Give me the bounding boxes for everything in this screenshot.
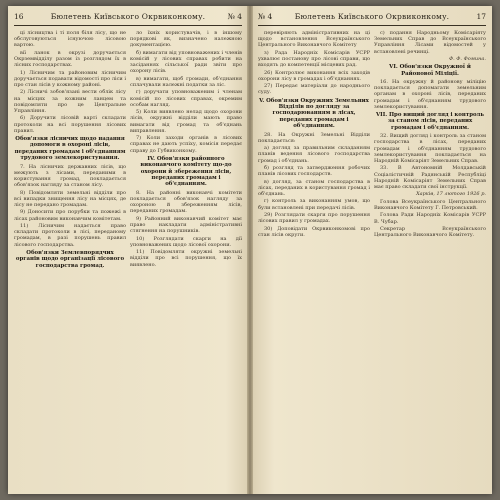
paragraph: 30) Доповідати Окрвиконкомові про стан лісів округи. bbox=[258, 225, 370, 238]
header-rule bbox=[258, 25, 486, 26]
paragraph: перевіряють адміністративних на ці щодо встановлення Всеукраїнського Центрального Виконавчого Комітету bbox=[258, 30, 370, 49]
paragraph: 8) Повідомляти земельні відділи про всі випадки знищення лісу на місцях, де лісу не передано громадам. bbox=[14, 189, 126, 209]
paragraph: 9) Доносити про порубки та пожежі в лісах районовим виконавчим комітетам. bbox=[14, 209, 126, 222]
paragraph: 11) Лісничим надається право складати протоколи в лісі, переданому громадам, в разі порушень правил лісового господарства. bbox=[14, 223, 126, 248]
left-column-1 bbox=[14, 30, 126, 271]
section-heading: VII. Про вищий догляд і контроль за станом лісів, переданих громадам і об'єднанням. bbox=[375, 112, 485, 131]
paragraph: ці лісництва і ті поля біля лісу, що не обслуговуються існуючою лісовою вартою. bbox=[14, 30, 126, 49]
header-rule bbox=[14, 25, 242, 26]
page-number: 16 bbox=[14, 12, 24, 21]
paragraph: б) вимагати від уповноважених і членів комісій у лісових справах робити на засіданнях сільської ради звіти про охорону лісів. bbox=[130, 49, 242, 75]
section-heading: Обов'язки лісничих щодо надання допомоги в охороні лісів, переданих громадам і об'єднанням трудового землекористування. bbox=[14, 136, 126, 162]
paragraph: 7) Коли заходи органів в лісових справах не дають успіху, комісія передає справу до Губвиконкому. bbox=[130, 135, 242, 154]
signature-line: Голова Ради Народніх Комісарів УСРР В. Чубар. bbox=[374, 212, 486, 225]
paragraph: с) подання Народньому Комісаріяту Земельних Справ до Всеукраїнського Управління Лісами відомостей у встановлені речинці. bbox=[374, 30, 486, 55]
paragraph: 16. На окружну й районову міліцію покладається допомагати земельним органам в охороні лісів, переданих громадам і об'єднанням трудового землекористування. bbox=[374, 79, 486, 110]
book-spread bbox=[8, 6, 492, 494]
paragraph: з) Рада Народніх Комісарів УСРР ухвалює постанову про лісові справи, що входять до компетенції місцевих рад. bbox=[258, 49, 370, 69]
left-page bbox=[8, 6, 248, 494]
paragraph: 33. В Автономній Молдавській Соціалістичній Радянській Республіці Народній Комісаріят Земельних Справ має право складати свої інструкції. bbox=[374, 165, 486, 191]
section-heading: V. Обов'язки Окружних Земельних Відділів по догляду за господарюванням в лісах, переданих громадам і об'єднанням. bbox=[259, 97, 369, 130]
paragraph: в) вимагати, щоб громади, об'єднання сплачували належні податки за ліс. bbox=[130, 75, 242, 88]
issue-marker: № 4 bbox=[258, 12, 273, 21]
paragraph: 8. На районні виконавчі комітети покладається обов'язок нагляду за охороною й збереженням лісів, переданих громадам. bbox=[130, 189, 242, 215]
paragraph: 32. Вищий догляд і контроль за станом господарства в лісах, переданих громадам і об'єднанням трудового землекористування покладається на Народній Комісаріят Земельних Справ. bbox=[374, 133, 486, 165]
paragraph: б) розгляд та затвердження робочих планів лісових господарств. bbox=[258, 165, 370, 178]
paragraph: в) догляд, за станом господарства в лісах, переданих в користування громад і об'єднань. bbox=[258, 178, 370, 198]
paragraph: вії ланок в окрузі доручається Окрземвідділу разом із розглядом їх в лісних господарствах. bbox=[14, 49, 126, 69]
paragraph: 28. На Окружні Земельні Відділи покладається: bbox=[258, 131, 370, 144]
closing-date: Харків, 17 лютого 1926 р. bbox=[416, 191, 486, 198]
paragraph: г) доручати уповноваженим і членам комісій по лісових справах, окремим особам нагляд. bbox=[130, 89, 242, 108]
right-column-1 bbox=[258, 30, 370, 239]
running-title: Бюлетень Київського Окрвиконкому. bbox=[294, 12, 450, 21]
paragraph: 7. На лісничих державних лісів, що межують з лісами, переданими в користування громад, покладається обов'язок нагляду за станом лісу. bbox=[14, 163, 126, 189]
left-column-2 bbox=[130, 30, 242, 269]
paragraph: 11) Повідомляти окружні земельні відділи про всі порушення, що їх виявлено. bbox=[130, 249, 242, 268]
page-number: 17 bbox=[476, 12, 486, 21]
paragraph: 10) Розглядати скарги на дії уповноважених щодо лісової охорони. bbox=[130, 235, 242, 248]
paragraph: 26) Контролює виконання всіх заходів охорони лісу в громадах і об'єднаннях. bbox=[258, 69, 370, 82]
paragraph: 6) Доручити лісовій варті складати протоколи на всі порушення лісових правил. bbox=[14, 115, 126, 134]
left-page-header bbox=[14, 12, 242, 24]
paragraph: 1) Лісничим та районовим лісничим доручається подавати відомості про ліси і про стан лісів у кожному районі. bbox=[14, 69, 126, 88]
issue-marker: № 4 bbox=[227, 12, 242, 21]
signature-line: Секретар Всеукраїнського Центрального Виконавчого Комітету. bbox=[374, 226, 486, 239]
paragraph: 5) Коли виявлено нелад щодо охорони лісів, окружні відділи мають право вимагати від громад та об'єднань виправлення. bbox=[130, 109, 242, 134]
right-column-2 bbox=[374, 30, 486, 240]
right-page bbox=[252, 6, 492, 494]
paragraph: Ф. Ф. Фомина. bbox=[448, 56, 486, 62]
paragraph: ло їхніх користувачів, і в іншому порядкові як, визначено належною документацією. bbox=[130, 30, 242, 49]
paragraph: 2) Лісничі зобов'язані вести облік лісу на місцях за кожним ланцем та повідомляти про це Центральне Управління. bbox=[14, 89, 126, 114]
paragraph: а) догляд за правильним складанням планів ведення лісового господарства громад і об'єднань. bbox=[258, 145, 370, 164]
section-heading: IV. Обов'язки районного виконавчого комітету що-до охорони й збереження лісів, переданих громадам і об'єднанням. bbox=[140, 155, 232, 188]
paragraph: 27) Передає матеріали до народнього суду. bbox=[258, 83, 370, 96]
signature-line: Голова Всеукраїнського Центрального Виконавчого Комітету Г. Петровський. bbox=[374, 198, 486, 212]
running-title: Бюлетень Київського Окрвиконкому. bbox=[50, 12, 206, 21]
paragraph: 29) Розглядати скарги про порушення лісових правил у громадах. bbox=[258, 212, 370, 225]
right-page-header bbox=[258, 12, 486, 24]
section-heading: VI. Обов'язки Окружної й Районової Міліції. bbox=[389, 64, 471, 77]
section-heading: Обов'язки Землевпорядчих органів щодо організації лісового господарства громад. bbox=[15, 249, 125, 269]
paragraph: г) контроль за виконанням умов, що були встановлені при передачі лісів. bbox=[258, 198, 370, 211]
paragraph: 9) Районний виконавчий комітет має право накладати адміністративні стягнення на порушників. bbox=[130, 215, 242, 235]
